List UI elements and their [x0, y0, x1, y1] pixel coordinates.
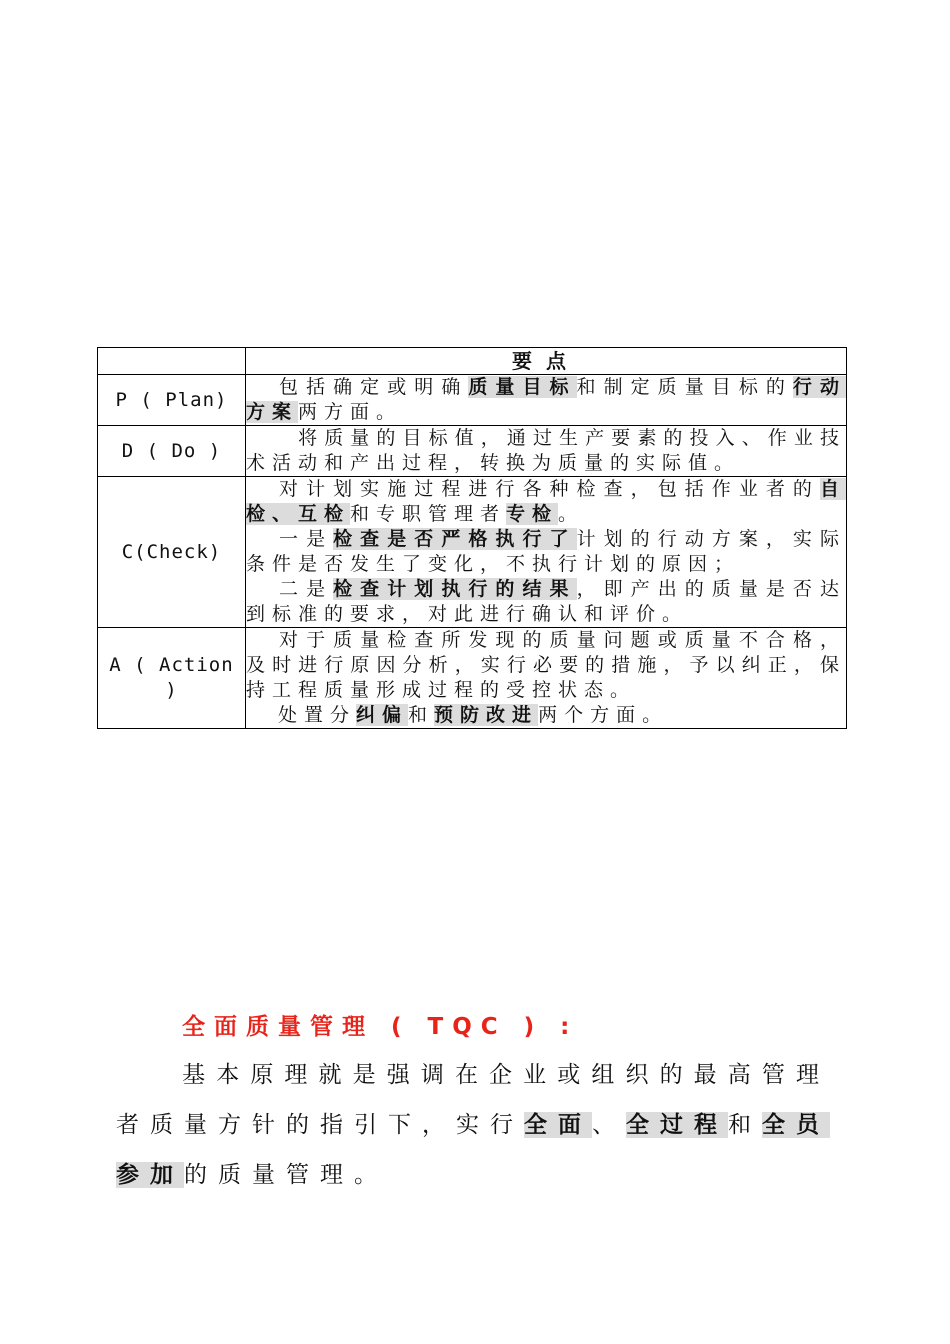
highlight-all-staff: 全员参加 [116, 1112, 830, 1188]
text-span: 和 [728, 1112, 762, 1138]
pdca-table-container [97, 347, 847, 729]
text-span: ，即产出的质量是否达到标准的要求，对此进行确认和评价。 [246, 578, 846, 625]
highlight-prevention: 预防改进 [434, 704, 539, 726]
table-header-row [98, 348, 847, 375]
highlight-check-execution: 检查是否严格执行了 [333, 528, 577, 550]
text-span: 和专职管理者 [350, 503, 507, 525]
text-span: 计划的行动方案，实际条件是否发生了变化，不执行计划的原因； [246, 528, 846, 575]
text-span: 处置分 [278, 704, 357, 726]
phase-action-line2: ) [165, 679, 178, 701]
phase-check: C(Check) [98, 477, 246, 628]
text-span: 、 [592, 1112, 626, 1138]
action-paragraph-2 [246, 703, 846, 728]
highlight-special-check: 专检 [506, 503, 559, 525]
highlight-quality-goal: 质量目标 [468, 376, 577, 398]
text-span: 对于质量检查所发现的质量问题或质量不合格，及时进行原因分析，实行必要的措施，予以纠正，保持工程质量形成过程的受控状态。 [246, 629, 846, 701]
do-description [246, 426, 847, 477]
text-span: 将质量的目标值，通过生产要素的投入、作业技术活动和产出过程，转换为质量的实际值。 [246, 427, 846, 474]
action-description [246, 628, 847, 729]
text-span: 的质量管理。 [184, 1162, 388, 1188]
highlight-comprehensive: 全面 [524, 1112, 592, 1138]
text-span: 和制定质量目标的 [576, 376, 793, 398]
text-span: 一是 [278, 528, 334, 550]
table-row-do [98, 426, 847, 477]
text-span: 两方面。 [298, 401, 403, 423]
highlight-action-plan: 行动方案 [246, 376, 846, 423]
highlight-correction: 纠偏 [356, 704, 409, 726]
text-span: 二是 [278, 578, 334, 600]
highlight-check-result: 检查计划执行的结果 [333, 578, 577, 600]
check-paragraph-2 [246, 527, 846, 577]
header-key-points: 要点 [246, 348, 847, 375]
phase-action [98, 628, 246, 729]
action-paragraph-1 [246, 628, 846, 703]
highlight-whole-process: 全过程 [626, 1112, 728, 1138]
table-row-plan [98, 375, 847, 426]
phase-plan: P ( Plan) [98, 375, 246, 426]
text-span: 两个方面。 [538, 704, 669, 726]
text-span: 包括确定或明确 [278, 376, 469, 398]
highlight-self-mutual-check: 自检、互检 [246, 478, 846, 525]
check-paragraph-1 [246, 477, 846, 527]
text-span: 和 [408, 704, 435, 726]
plan-text [246, 375, 846, 425]
text-span: 。 [558, 503, 585, 525]
table-row-action [98, 628, 847, 729]
header-empty-cell [98, 348, 246, 375]
plan-description [246, 375, 847, 426]
table-row-check [98, 477, 847, 628]
tqc-heading: 全面质量管理 ( TQC ) : [182, 1014, 579, 1040]
check-paragraph-3 [246, 577, 846, 627]
check-description [246, 477, 847, 628]
pdca-table [97, 347, 847, 729]
text-span: 基本原理就是强调在企业或组织的最高管理者质量方针的指引下，实行 [116, 1062, 830, 1138]
phase-action-line1: A ( Action [109, 654, 234, 676]
do-text [246, 426, 846, 476]
tqc-paragraph [116, 1050, 830, 1200]
text-span: 对计划实施过程进行各种检查，包括作业者的 [278, 478, 820, 500]
phase-do: D ( Do ) [98, 426, 246, 477]
